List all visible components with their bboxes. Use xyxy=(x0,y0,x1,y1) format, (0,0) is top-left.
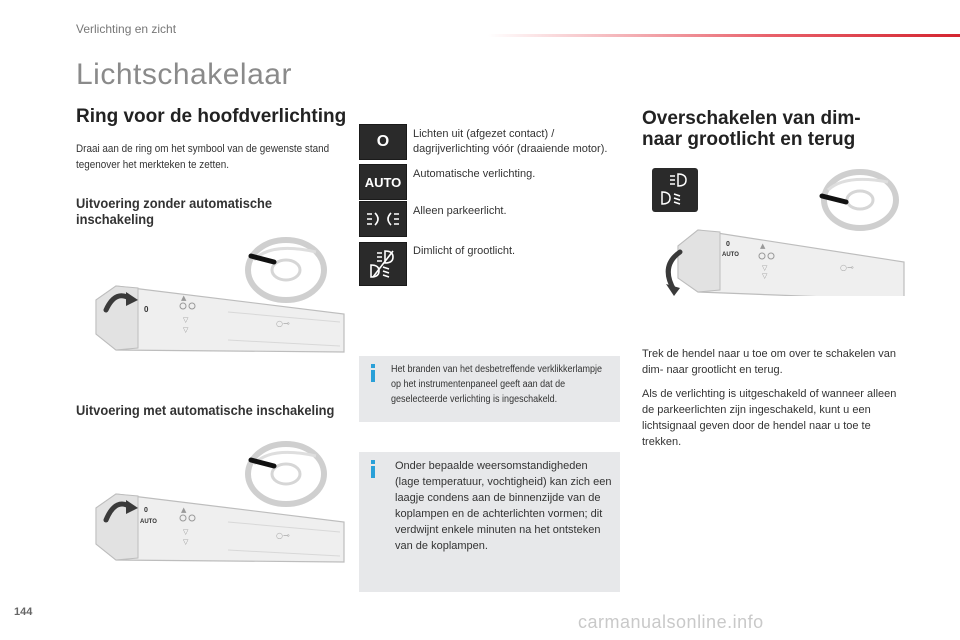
svg-text:○⊸: ○⊸ xyxy=(276,531,290,540)
figure-label-auto: AUTO xyxy=(140,519,157,525)
svg-text:▽: ▽ xyxy=(183,326,189,334)
stalk-illustration-manual xyxy=(86,222,348,368)
lights-off-icon: O xyxy=(359,124,407,160)
section-title: Verlichting en zicht xyxy=(76,22,177,36)
figure-label-auto: AUTO xyxy=(722,252,739,258)
figure-label-off: 0 xyxy=(144,507,148,514)
svg-text:▽: ▽ xyxy=(183,538,189,546)
position-label-auto: Automatische verlichting. xyxy=(413,168,536,180)
position-label-dipped-main: Dimlicht of grootlicht. xyxy=(413,245,516,257)
svg-text:▲: ▲ xyxy=(760,242,766,250)
parking-lights-icon xyxy=(359,201,407,237)
figure-label-off: 0 xyxy=(144,305,149,314)
page-number: 144 xyxy=(14,606,33,618)
subheading-without-auto: Uitvoering zonder automatische inschakeling xyxy=(76,195,273,227)
subheading-with-auto: Uitvoering met automatische inschakeling xyxy=(76,402,335,418)
figure-label-off: 0 xyxy=(726,241,730,248)
note-warning-lamp-text: Het branden van het desbetreffende verklikkerlampje op het instrumentenpaneel geeft aan dat de geselecteerde verlichting is ingeschakeld. xyxy=(391,364,602,405)
svg-text:▽: ▽ xyxy=(183,316,189,324)
dipped-main-beam-icon xyxy=(359,242,407,286)
header-accent-line xyxy=(488,34,960,37)
info-icon xyxy=(371,460,375,478)
position-label-off: Lichten uit (afgezet contact) / dagrijverlichting vóór (draaiende motor). xyxy=(413,128,608,155)
svg-text:▽: ▽ xyxy=(762,272,768,280)
svg-text:▽: ▽ xyxy=(762,264,768,272)
info-icon xyxy=(371,364,375,382)
note-condensation-text: Onder bepaalde weersomstandigheden (lage temperatuur, vochtigheid) kan zich een laagje condens aan de binnenzijde van de koplampen en de achterlichten vormen; dit verdwijnt enkele minuten na het ontsteken van de koplampen. xyxy=(395,460,612,552)
svg-text:○⊸: ○⊸ xyxy=(840,263,854,272)
position-label-parking: Alleen parkeerlicht. xyxy=(413,205,507,217)
auto-lights-icon: AUTO xyxy=(359,164,407,200)
heading-dip-main-switch: Overschakelen van dim- naar grootlicht en terug xyxy=(642,108,861,150)
svg-text:▽: ▽ xyxy=(183,528,189,536)
svg-text:▲: ▲ xyxy=(181,506,187,514)
svg-text:▲: ▲ xyxy=(181,294,187,302)
ring-intro-text: Draai aan de ring om het symbool van de gewenste stand tegenover het merkteken te zetten. xyxy=(76,143,330,171)
heading-ring-headlights: Ring voor de hoofdverlichting xyxy=(76,106,347,127)
watermark: carmanualsonline.info xyxy=(578,612,764,632)
page-title: Lichtschakelaar xyxy=(76,58,292,91)
note-condensation xyxy=(359,452,620,592)
svg-text:○⊸: ○⊸ xyxy=(276,319,290,328)
flash-lights-text: Als de verlichting is uitgeschakeld of wanneer alleen de parkeerlichten zijn ingeschakeld, kunt u een lichtsignaal geven door de hendel naar u toe te trekken. xyxy=(642,388,897,448)
pull-lever-text: Trek de hendel naar u toe om over te schakelen van dim- naar grootlicht en terug. xyxy=(642,348,896,376)
stalk-illustration-pull xyxy=(650,166,906,296)
stalk-illustration-auto xyxy=(86,430,348,580)
note-warning-lamp xyxy=(359,356,620,422)
